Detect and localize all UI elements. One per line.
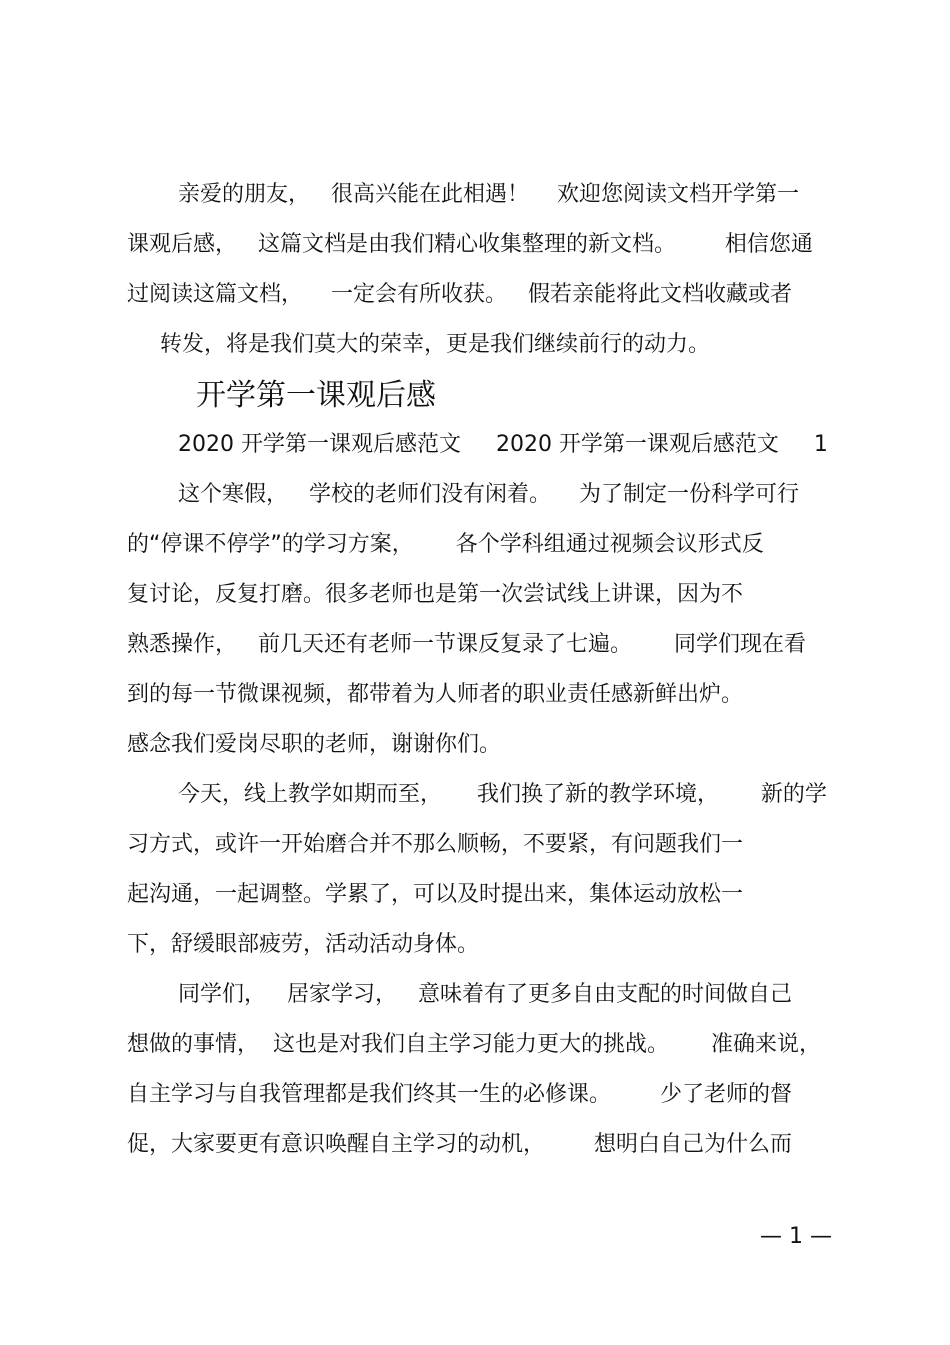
paragraph-2-line-1: 今天，线上教学如期而至， 我们换了新的教学环境， 新的学 [178,782,827,807]
document-title: 开学第一课观后感 [196,378,436,413]
paragraph-3-line-1: 同学们， 居家学习， 意味着有了更多自由支配的时间做自己 [178,982,792,1007]
intro-line-1: 亲爱的朋友， 很高兴能在此相遇！ 欢迎您阅读文档开学第一 [178,182,799,207]
paragraph-3-line-3: 自主学习与自我管理都是我们终其一生的必修课。 少了老师的督 [127,1082,792,1107]
paragraph-3-line-4: 促，大家要更有意识唤醒自主学习的动机， 想明白自己为什么而 [127,1132,792,1157]
page-number: — 1 — [760,1224,832,1249]
paragraph-1-line-2: 的“停课不停学”的学习方案， 各个学科组通过视频会议形式反 [127,532,764,557]
paragraph-1-line-6: 感念我们爱岗尽职的老师，谢谢你们。 [127,732,502,757]
paragraph-2-line-2: 习方式，或许一开始磨合并不那么顺畅，不要紧，有问题我们一 [127,832,744,857]
subtitle-line: 2020 开学第一课观后感范文 2020 开学第一课观后感范文 1 [178,432,828,457]
intro-line-2: 课观后感， 这篇文档是由我们精心收集整理的新文档。 相信您通 [127,232,813,257]
paragraph-1-line-1: 这个寒假， 学校的老师们没有闲着。 为了制定一份科学可行 [178,482,799,507]
paragraph-1-line-5: 到的每一节微课视频，都带着为人师者的职业责任感新鲜出炉。 [127,682,744,707]
paragraph-2-line-4: 下，舒缓眼部疲劳，活动活动身体。 [127,932,480,957]
intro-line-3: 过阅读这篇文档， 一定会有所收获。 假若亲能将此文档收藏或者 [127,282,792,307]
paragraph-1-line-3: 复讨论，反复打磨。很多老师也是第一次尝试线上讲课，因为不 [127,582,744,607]
paragraph-1-line-4: 熟悉操作， 前几天还有老师一节课反复录了七遍。 同学们现在看 [127,632,806,657]
paragraph-2-line-3: 起沟通，一起调整。学累了，可以及时提出来，集体运动放松一 [127,882,744,907]
intro-line-4: 转发，将是我们莫大的荣幸，更是我们继续前行的动力。 [160,332,711,357]
paragraph-3-line-2: 想做的事情， 这也是对我们自主学习能力更大的挑战。 准确来说， [127,1032,821,1057]
